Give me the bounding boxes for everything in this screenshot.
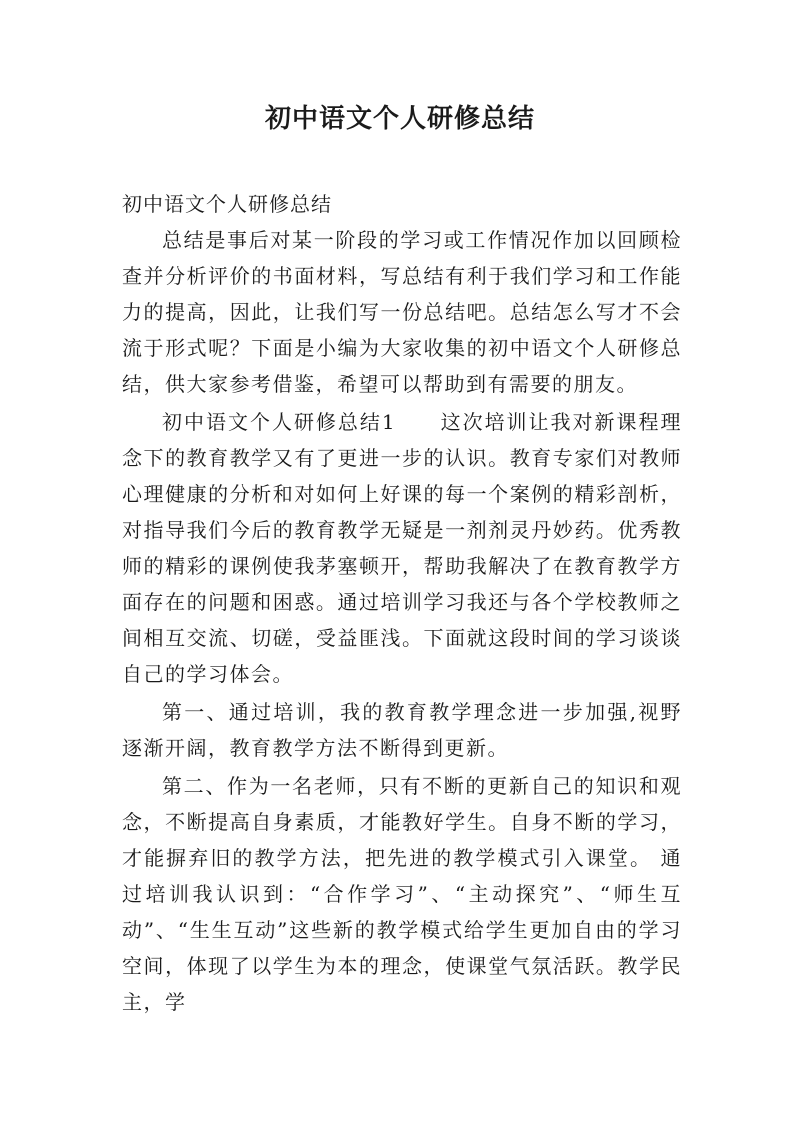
document-subtitle: 初中语文个人研修总结 <box>122 192 332 216</box>
paragraph-point-1: 第一、通过培训，我的教育教学理念进一步加强,视野逐渐开阔，教育教学方法不断得到更新。 <box>122 700 682 760</box>
paragraph-intro: 总结是事后对某一阶段的学习或工作情况作加以回顾检查并分析评价的书面材料，写总结有利于我们学习和工作能力的提高，因此，让我们写一份总结吧。总结怎么写才不会流于形式呢？下面是小编为大家收集的初中语文个人研修总结，供大家参考借鉴，希望可以帮助到有需要的朋友。 <box>122 228 682 396</box>
paragraph-summary-1: 初中语文个人研修总结1 这次培训让我对新课程理念下的教育教学又有了更进一步的认识。教育专家们对教师心理健康的分析和对如何上好课的每一个案例的精彩剖析，对指导我们今后的教育教学无疑是一剂剂灵丹妙药。优秀教师的精彩的课例使我茅塞顿开，帮助我解决了在教育教学方面存在的问题和困惑。通过培训学习我还与各个学校教师之间相互交流、切磋，受益匪浅。下面就这段时间的学习谈谈自己的学习体会。 <box>122 410 682 686</box>
document-body <box>122 186 682 1020</box>
document-title: 初中语文个人研修总结 <box>264 104 535 134</box>
paragraph-point-2: 第二、作为一名老师，只有不断的更新自己的知识和观念，不断提高自身素质，才能教好学生。自身不断的学习，才能摒弃旧的教学方法，把先进的教学模式引入课堂。 通过培训我认识到：“合作学习”、“主动探究”、“师生互动”、“生生互动”这些新的教学模式给学生更加自由的学习空间，体现了以学生为本的理念，使课堂气氛活跃。教学民主，学 <box>122 774 682 1014</box>
